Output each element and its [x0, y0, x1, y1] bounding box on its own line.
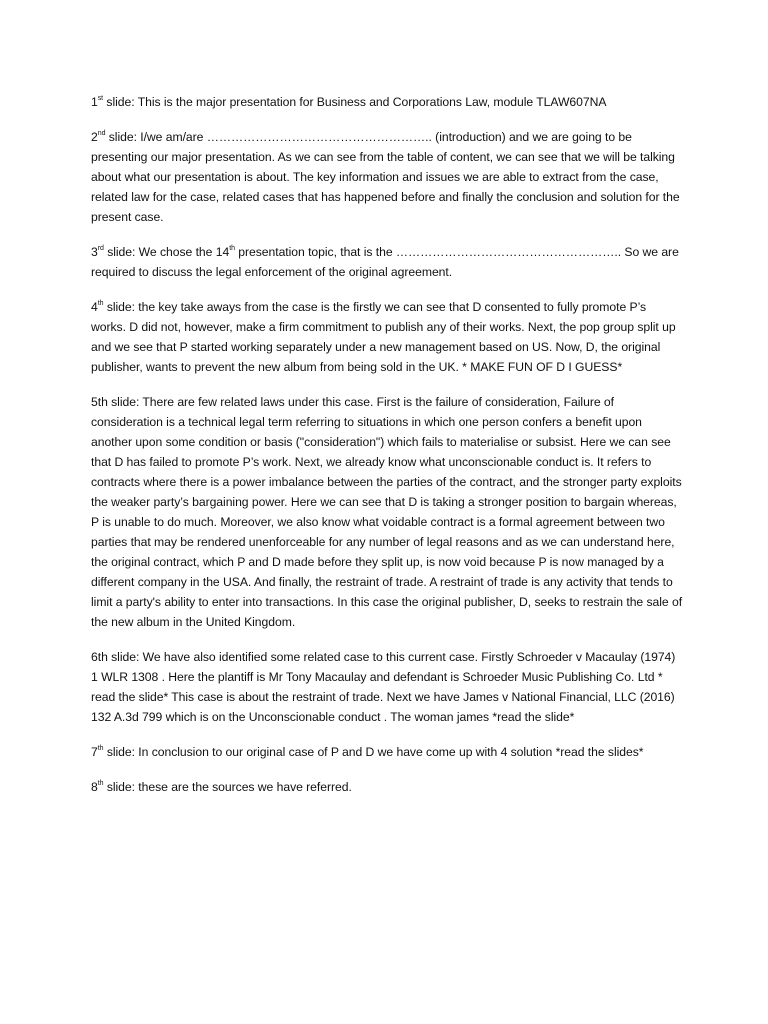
paragraph-slide-7 — [91, 742, 684, 762]
paragraph-slide-8 — [91, 777, 684, 797]
ordinal-suffix: th — [97, 779, 104, 787]
ordinal-suffix: th — [229, 244, 235, 252]
paragraph-text: slide: these are the sources we have referred. — [103, 780, 352, 794]
slide-number: 1 — [91, 95, 98, 109]
paragraph-text: slide: In conclusion to our original case of P and D we have come up with 4 solution *read the slides* — [103, 745, 644, 759]
paragraph-slide-4 — [91, 297, 684, 377]
paragraph-slide-2 — [91, 127, 684, 227]
paragraph-text: slide: We chose the 14 — [103, 245, 230, 259]
paragraph-text: slide: the key take aways from the case is the firstly we can see that D consented to fully promote P’s works. D did not, however, make a firm commitment to publish any of their works. Next, the pop group split up and we see that P started working separately under a new management based on US. Now, D, the original publisher, wants to prevent the new album from being sold in the UK. * MAKE FUN OF D I GUESS* — [91, 300, 676, 374]
ordinal-suffix: nd — [97, 129, 106, 137]
slide-number: 8 — [91, 780, 98, 794]
slide-number: 4 — [91, 300, 98, 314]
ordinal-suffix: st — [97, 94, 104, 102]
paragraph-slide-1 — [91, 92, 684, 112]
slide-number: 3 — [91, 245, 98, 259]
paragraph-text: slide: I/we am/are ……………………………………………….. (introduction) and we are going to be presenting our major presentation. As we can see from the table of content, we can see that we will be talking about what our presentation is about. The key information and issues we are able to extract from the case, related law for the case, related cases that has happened before and finally the conclusion and solution for the present case. — [91, 130, 680, 224]
paragraph-text: 6th slide: We have also identified some related case to this current case. Firstly Schroeder v Macaulay (1974) 1 WLR 1308 . Here the plantiff is Mr Tony Macaulay and defendant is Schroeder Music Publishing Co. Ltd * read the slide* This case is about the restraint of trade. Next we have James v National Financial, LLC (2016) 132 A.3d 799 which is on the Unconscionable conduct . The woman james *read the slide* — [91, 650, 676, 724]
ordinal-suffix: rd — [97, 244, 104, 252]
ordinal-suffix: th — [97, 299, 104, 307]
slide-number: 2 — [91, 130, 98, 144]
ordinal-suffix: th — [97, 744, 104, 752]
paragraph-text: slide: This is the major presentation for Business and Corporations Law, module TLAW607NA — [103, 95, 607, 109]
paragraph-text: 5th slide: There are few related laws under this case. First is the failure of consideration, Failure of consideration is a technical legal term referring to situations in which one person confers a benefit upon another upon some condition or basis ("consideration") which fails to materialise or subsist. Here we can see that D has failed to promote P’s work. Next, we already know what unconscionable conduct is. It refers to contracts where there is a power imbalance between the parties of the contract, and the stronger party exploits the weaker party’s bargaining power. Here we can see that D is taking a stronger position to bargain whereas, P is unable to do much. Moreover, we also know what voidable contract is a formal agreement between two parties that may be rendered unenforceable for any number of legal reasons and as we can understand here, the original contract, which P and D made before they split up, is now void because P is now managed by a different company in the USA. And finally, the restraint of trade. A restraint of trade is any activity that tends to limit a party's ability to enter into transactions. In this case the original publisher, D, seeks to restrain the sale of the new album in the United Kingdom. — [91, 395, 683, 629]
paragraph-slide-5 — [91, 392, 684, 632]
paragraph-slide-3 — [91, 242, 684, 282]
slide-number: 7 — [91, 745, 98, 759]
paragraph-text: presentation topic, that is the ……………………………………………….. So we are required to discuss the legal enforcement of the original agreement. — [91, 245, 679, 279]
paragraph-slide-6 — [91, 647, 684, 727]
